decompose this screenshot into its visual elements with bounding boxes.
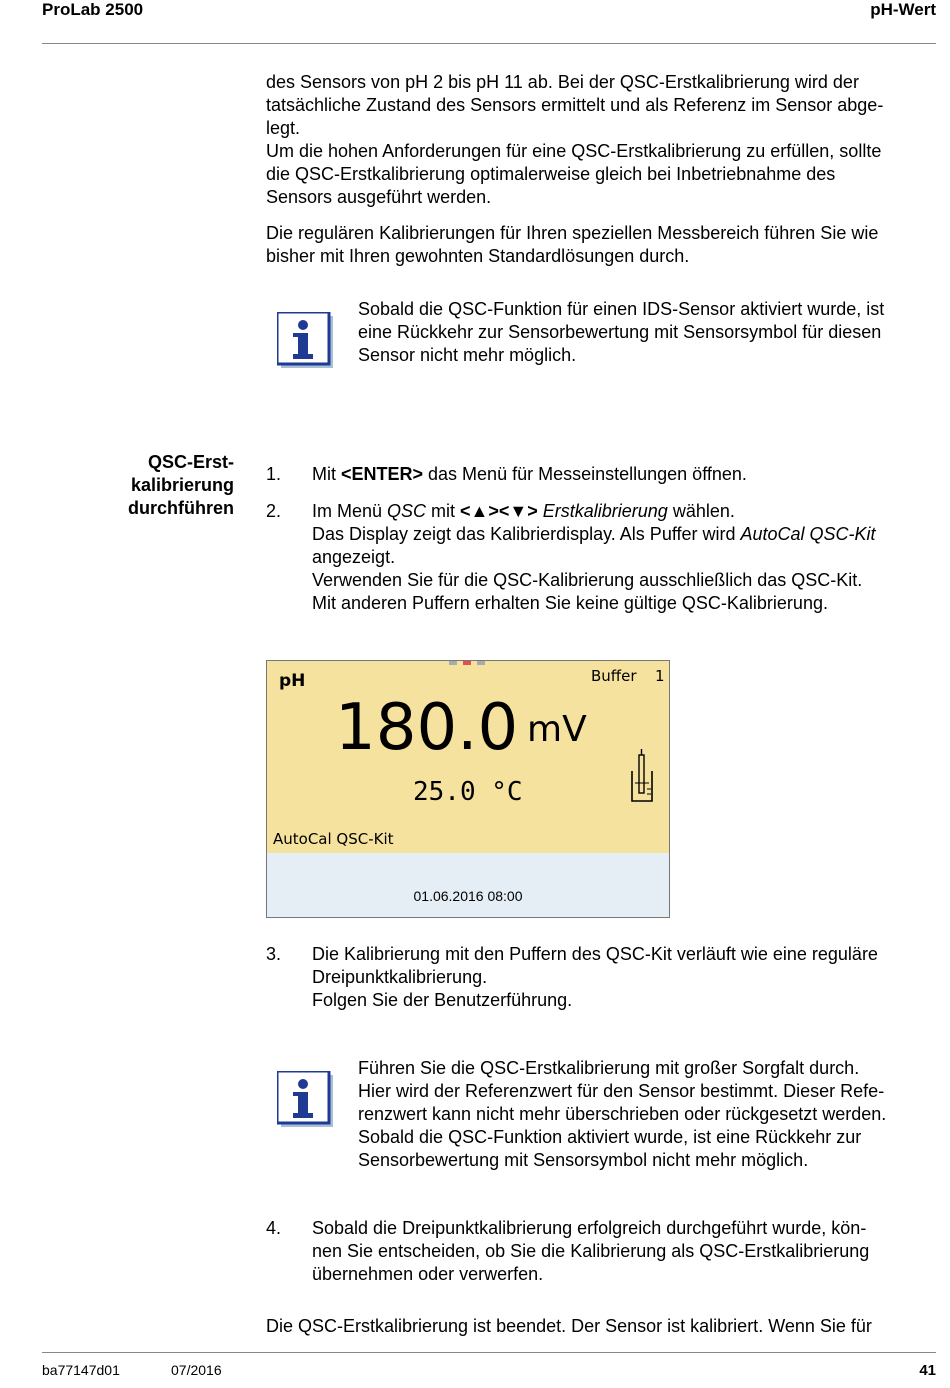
- text-line: Mit anderen Puffern erhalten Sie keine gültige QSC-Kalibrierung.: [312, 593, 828, 613]
- menu-item: Erstkalibrierung: [542, 501, 668, 521]
- side-heading: [100, 451, 234, 520]
- side-heading-line: kalibrierung: [130, 475, 234, 495]
- text-line: Dreipunktkalibrierung.: [312, 967, 488, 987]
- text-run: Das Display zeigt das Kalibrierdisplay. Als Puffer wird: [312, 524, 741, 544]
- text-run: Mit: [312, 464, 341, 484]
- step-3-text: [312, 943, 937, 1012]
- buffer-name: AutoCal QSC-Kit: [740, 524, 876, 544]
- display-marker: [449, 661, 457, 665]
- header-section: pH-Wert: [870, 0, 936, 19]
- calibration-display: [266, 660, 670, 918]
- text-line: Sensor nicht mehr möglich.: [358, 345, 577, 365]
- text-line: Sobald die QSC-Funktion aktiviert wurde, ist eine Rückkehr zur: [358, 1127, 862, 1147]
- step-number: 3.: [266, 944, 282, 964]
- text-line: tatsächliche Zustand des Sensors ermittelt und als Referenz im Sensor abge-: [266, 95, 884, 115]
- text-line: übernehmen oder verwerfen.: [312, 1264, 544, 1284]
- text-line: bisher mit Ihren gewohnten Standardlösungen durch.: [266, 246, 690, 266]
- text-line: legt.: [266, 118, 301, 138]
- display-buffer-label: Buffer: [591, 667, 637, 685]
- text-run: Im Menü: [312, 501, 388, 521]
- side-heading-line: QSC-Erst-: [147, 452, 234, 472]
- step-number: 2.: [266, 501, 282, 521]
- display-marker: [463, 661, 471, 665]
- text-line: Sensorbewertung mit Sensorsymbol nicht mehr möglich.: [358, 1150, 809, 1170]
- info-note-1: [358, 298, 938, 367]
- info-icon: [277, 312, 333, 368]
- header-title: ProLab 2500: [42, 0, 144, 19]
- text-line: Folgen Sie der Benutzerführung.: [312, 990, 573, 1010]
- step-number: 4.: [266, 1218, 282, 1238]
- text-line: Die regulären Kalibrierungen für Ihren speziellen Messbereich führen Sie wie: [266, 223, 879, 243]
- page-number: 41: [919, 1362, 936, 1379]
- display-mode: pH: [279, 671, 306, 691]
- text-run: wählen.: [667, 501, 735, 521]
- text-line: Hier wird der Referenzwert für den Sensor bestimmt. Dieser Refe-: [358, 1081, 885, 1101]
- text-line: Sobald die QSC-Funktion für einen IDS-Sensor aktiviert wurde, ist: [358, 299, 885, 319]
- text-line: Die Kalibrierung mit den Puffern des QSC-Kit verläuft wie eine reguläre: [312, 944, 878, 964]
- step-number: 1.: [266, 464, 282, 484]
- display-temperature: 25.0 °C: [413, 777, 523, 807]
- text-line: Verwenden Sie für die QSC-Kalibrierung ausschließlich das QSC-Kit.: [312, 570, 863, 590]
- footer-doc-id: ba77147d01: [42, 1362, 120, 1378]
- display-buffer-number: 1: [655, 667, 665, 685]
- display-marker: [477, 661, 485, 665]
- header-rule: [42, 43, 936, 44]
- text-run: das Menü für Messeinstellungen öffnen.: [423, 464, 747, 484]
- text-line: eine Rückkehr zur Sensorbewertung mit Sensorsymbol für diesen: [358, 322, 882, 342]
- text-line: [312, 500, 937, 523]
- footer-date: 07/2016: [171, 1362, 222, 1378]
- text-line: [312, 523, 937, 546]
- arrow-keys: <▲><▼>: [460, 501, 538, 521]
- electrode-beaker-icon: [629, 749, 655, 805]
- text-line: renzwert kann nicht mehr überschrieben oder rückgesetzt werden.: [358, 1104, 887, 1124]
- text-line: des Sensors von pH 2 bis pH 11 ab. Bei der QSC-Erstkalibrierung wird der: [266, 72, 859, 92]
- step-1-text: [312, 463, 937, 486]
- display-buffer-name: AutoCal QSC-Kit: [273, 830, 394, 848]
- footer-rule: [42, 1352, 936, 1353]
- text-line: Führen Sie die QSC-Erstkalibrierung mit großer Sorgfalt durch.: [358, 1058, 860, 1078]
- step-2-text: [312, 500, 937, 615]
- text-line: Sensors ausgeführt werden.: [266, 187, 492, 207]
- key-enter: <ENTER>: [341, 464, 424, 484]
- calibration-paragraph: [266, 222, 936, 268]
- text-line: die QSC-Erstkalibrierung optimalerweise gleich bei Inbetriebnahme des: [266, 164, 836, 184]
- text-line: nen Sie entscheiden, ob Sie die Kalibrierung als QSC-Erstkalibrierung: [312, 1241, 870, 1261]
- side-heading-line: durchführen: [128, 498, 234, 518]
- menu-name: QSC: [387, 501, 427, 521]
- final-paragraph: Die QSC-Erstkalibrierung ist beendet. Der Sensor ist kalibriert. Wenn Sie für: [266, 1316, 872, 1336]
- intro-paragraph: [266, 71, 936, 209]
- info-icon: [277, 1071, 333, 1127]
- info-note-2: [358, 1057, 938, 1172]
- display-unit: mV: [527, 709, 587, 750]
- display-datetime: 01.06.2016 08:00: [413, 888, 523, 904]
- step-4-text: [312, 1217, 937, 1286]
- text-line: Um die hohen Anforderungen für eine QSC-Erstkalibrierung zu erfüllen, sollte: [266, 141, 882, 161]
- display-value: 180.0: [335, 691, 519, 765]
- text-line: Sobald die Dreipunktkalibrierung erfolgreich durchgeführt wurde, kön-: [312, 1218, 867, 1238]
- text-run: mit: [426, 501, 461, 521]
- text-line: angezeigt.: [312, 547, 396, 567]
